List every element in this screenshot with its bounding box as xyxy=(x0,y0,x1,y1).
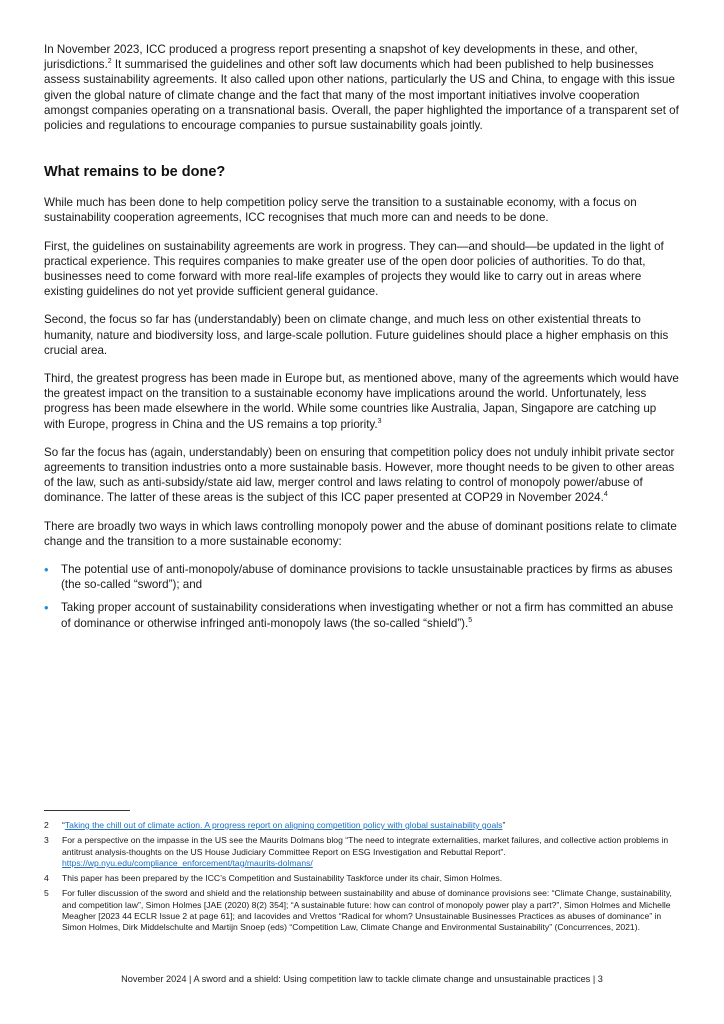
paragraph-first: First, the guidelines on sustainability agreements are work in progress. They can—and should—be updated in the light of practical experience. This requires companies to make greater use of the open door policies of authorities. To do that, businesses need to come forward with more real-life examples of projects they would like to carry out in areas where existing guidelines do not yet provide sufficient general guidance. xyxy=(44,239,664,299)
section-heading: What remains to be done? xyxy=(44,164,226,181)
footnote-text xyxy=(62,820,680,831)
footnote-4 xyxy=(44,873,680,884)
paragraph-third-text: Third, the greatest progress has been made in Europe but, as mentioned above, many of the agreements which would have the greatest impact on the transition to a sustainable economy have implications around the world. Unfortunately, less progress has been made elsewhere in the world. While some countries like Australia, Japan, Singapore are catching up with Europe, progress in China and the US remains a top priority. xyxy=(44,372,679,431)
intro-text-b: It summarised the guidelines and other soft law documents which had been published to help businesses assess sustainability agreements. It also called upon other nations, particularly the US and China, to engage with this issue given the global nature of climate change and the fact that many of the most important initiatives involve cooperation amongst companies operating on a transnational basis. Overall, the paper highlighted the importance of a transparent set of policies and regulations to encourage companies to pursue sustainability goals jointly. xyxy=(44,58,679,133)
bullet-text-sword: The potential use of anti-monopoly/abuse of dominance provisions to tackle unsustainable practices by firms as abuses (the so-called “sword”); and xyxy=(61,563,673,592)
footnote-number: 2 xyxy=(44,820,49,830)
footnote-5-text: For fuller discussion of the sword and shield and the relationship between sustainability and abuse of dominance provisions see: “Climate Change, sustainability, and competition law”, Simon Holmes [JAE (2020) 8(2) 354]; “A sustainable future: how can control of monopoly power play a part?”, Simon Holmes and Michelle Meagher [2023 44 ECLR Issue 2 at page 61]; and Iacovides and Vrettos “Radical for whom? Unsustainable Businesses Practices as abuses of dominance” in Simon Holmes, Dirk Middelschulte and Martijn Snoep (eds) “Competition Law, Climate Change and Environmental Sustainability” (Concurrences, 2021). xyxy=(62,888,672,933)
bullet-list xyxy=(44,562,680,631)
footnote-ref-2[interactable]: 2 xyxy=(107,58,112,66)
footnote-text xyxy=(62,835,680,869)
paragraph-focus-text: So far the focus has (again, understandably) been on ensuring that competition policy does not unduly inhibit private sector agreements to transition industries onto a more sustainable basis. However, more thought needs to be given to other areas of the law, such as anti-subsidy/state aid law, merger control and laws relating to control of monopoly power/abuse of dominance. The latter of these areas is the subject of this ICC paper presented at COP29 in November 2024. xyxy=(44,445,675,505)
bullet-item-shield xyxy=(44,600,680,630)
footnote-4-text: This paper has been prepared by the ICC’s Competition and Sustainability Taskforce under its chair, Simon Holmes. xyxy=(62,873,503,884)
intro-paragraph xyxy=(44,42,680,133)
footnote-number: 4 xyxy=(44,873,49,884)
open-quote: “ xyxy=(62,820,65,830)
footnote-2-link[interactable]: Taking the chill out of climate action. A progress report on aligning competition policy with global sustainability goals xyxy=(64,820,503,830)
page-body xyxy=(44,42,680,639)
bullet-dot-icon: • xyxy=(44,600,49,616)
footnote-2 xyxy=(44,820,680,831)
footnote-ref-4[interactable]: 4 xyxy=(603,491,608,499)
close-quote: ” xyxy=(502,820,506,830)
paragraph-overview: While much has been done to help competition policy serve the transition to a sustainable economy, with a focus on sustainability cooperation agreements, ICC recognises that much more can and needs to be done. xyxy=(44,196,637,225)
page-footer: November 2024 | A sword and a shield: Using competition law to tackle climate change and unsustainable practices | 3 xyxy=(121,974,603,984)
footnote-3-text: For a perspective on the impasse in the US see the Maurits Dolmans blog “The need to integrate externalities, market failures, and collective action problems in antitrust analysis-thoughts on the US House Judiciary Committee Report on ESG Investigation and Rebuttal Report”. xyxy=(62,835,669,857)
paragraph-focus xyxy=(44,445,680,506)
bullet-text-shield: Taking proper account of sustainability considerations when investigating whether or not a firm has committed an abuse of dominance or otherwise infringed anti-monopoly laws (the so-called “shield”). xyxy=(61,601,674,630)
paragraph-third xyxy=(44,371,680,432)
footnote-3 xyxy=(44,835,680,869)
footnote-ref-5[interactable]: 5 xyxy=(468,616,473,624)
intro-text-a: In November 2023, ICC produced a progress report presenting a snapshot of key developments in these, and other, jurisdictions. xyxy=(44,43,638,72)
bullet-dot-icon: • xyxy=(44,562,49,578)
bullet-item-sword xyxy=(44,562,680,592)
footnote-number: 3 xyxy=(44,835,49,846)
footnote-ref-3[interactable]: 3 xyxy=(377,417,382,425)
footnote-divider xyxy=(44,810,130,811)
paragraph-two-ways: There are broadly two ways in which laws controlling monopoly power and the abuse of dominant positions relate to climate change and the transition to a more sustainable economy: xyxy=(44,519,677,548)
footnote-3-link[interactable]: https://wp.nyu.edu/compliance_enforcement/tag/maurits-dolmans/ xyxy=(62,857,313,868)
footnote-5 xyxy=(44,888,680,933)
paragraph-second: Second, the focus so far has (understandably) been on climate change, and much less on other existential threats to humanity, nature and biodiversity loss, and large-scale pollution. Future guidelines should place a higher emphasis on this crucial area. xyxy=(44,313,669,357)
footnote-number: 5 xyxy=(44,888,49,899)
footnotes xyxy=(44,810,680,938)
